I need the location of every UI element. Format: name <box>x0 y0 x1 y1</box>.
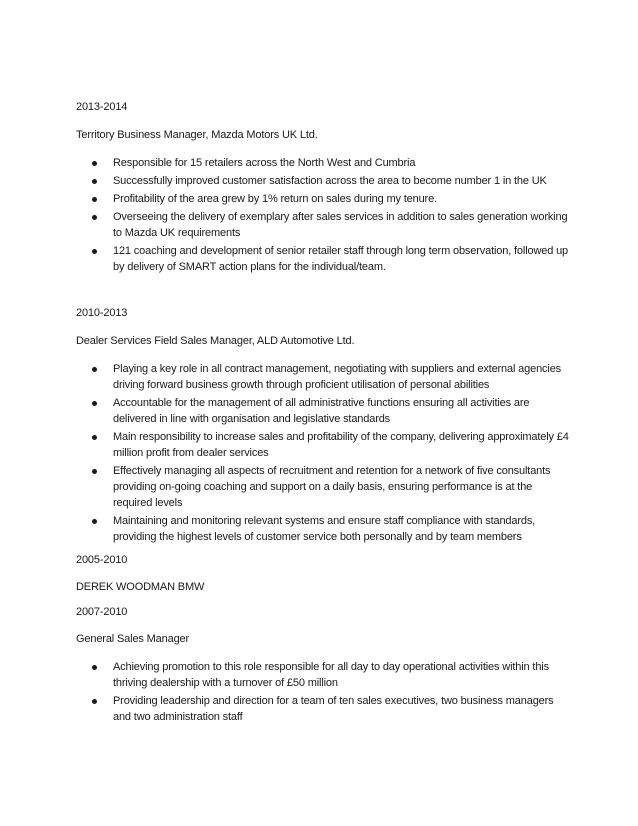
list-item <box>0 361 573 393</box>
period-subheading: 2007-2010 <box>76 606 128 618</box>
list-item-text: Main responsibility to increase sales and profitability of the company, delivering approximately £4 million profit from dealer services <box>113 431 569 459</box>
job-role: General Sales Manager <box>76 633 190 645</box>
period-heading: 2005-2010 <box>76 554 128 566</box>
job-role: Dealer Services Field Sales Manager, ALD Automotive Ltd. <box>76 335 355 347</box>
responsibility-list <box>0 155 638 277</box>
list-item-text: Achieving promotion to this role responsible for all day to day operational activities within this thriving dealership with a turnover of £50 million <box>113 661 549 689</box>
list-item-text: Overseeing the delivery of exemplary after sales services in addition to sales generation working to Mazda UK requirements <box>113 211 568 239</box>
list-item <box>0 209 573 241</box>
list-item-text: Effectively managing all aspects of recruitment and retention for a network of five consultants providing on-going coaching and support on a daily basis, ensuring performance is at the required levels <box>113 465 551 509</box>
list-item-text: Responsible for 15 retailers across the North West and Cumbria <box>113 157 416 169</box>
bullet-icon <box>92 367 97 372</box>
job-role: Territory Business Manager, Mazda Motors UK Ltd. <box>76 129 318 141</box>
list-item <box>0 243 573 275</box>
list-item <box>0 513 573 545</box>
bullet-icon <box>92 179 97 184</box>
list-item <box>0 463 573 511</box>
bullet-icon <box>92 197 97 202</box>
list-item <box>0 395 573 427</box>
list-item-text: Maintaining and monitoring relevant systems and ensure staff compliance with standards, providing the highest levels of customer service both personally and by team members <box>113 515 536 543</box>
list-item-text: Accountable for the management of all administrative functions ensuring all activities are delivered in line with organisation and legislative standards <box>113 397 530 425</box>
bullet-icon <box>92 161 97 166</box>
list-item <box>0 191 573 207</box>
list-item <box>0 429 573 461</box>
list-item <box>0 693 573 725</box>
bullet-icon <box>92 215 97 220</box>
bullet-icon <box>92 469 97 474</box>
list-item-text: Successfully improved customer satisfaction across the area to become number 1 in the UK <box>113 175 547 187</box>
list-item-text: 121 coaching and development of senior retailer staff through long term observation, followed up by delivery of SMART action plans for the individual/team. <box>113 245 569 273</box>
bullet-icon <box>92 401 97 406</box>
bullet-icon <box>92 665 97 670</box>
list-item <box>0 659 573 691</box>
period-heading: 2010-2013 <box>76 307 128 319</box>
responsibility-list <box>0 659 638 727</box>
list-item <box>0 173 573 189</box>
responsibility-list <box>0 361 638 547</box>
list-item-text: Providing leadership and direction for a team of ten sales executives, two business managers and two administration staff <box>113 695 554 723</box>
list-item <box>0 155 573 171</box>
list-item-text: Profitability of the area grew by 1% return on sales during my tenure. <box>113 193 437 205</box>
employer-name: DEREK WOODMAN BMW <box>76 581 205 593</box>
bullet-icon <box>92 435 97 440</box>
bullet-icon <box>92 699 97 704</box>
list-item-text: Playing a key role in all contract management, negotiating with suppliers and external agencies driving forward business growth through proficient utilisation of personal abilities <box>113 363 562 391</box>
bullet-icon <box>92 249 97 254</box>
period-heading: 2013-2014 <box>76 101 128 113</box>
bullet-icon <box>92 519 97 524</box>
